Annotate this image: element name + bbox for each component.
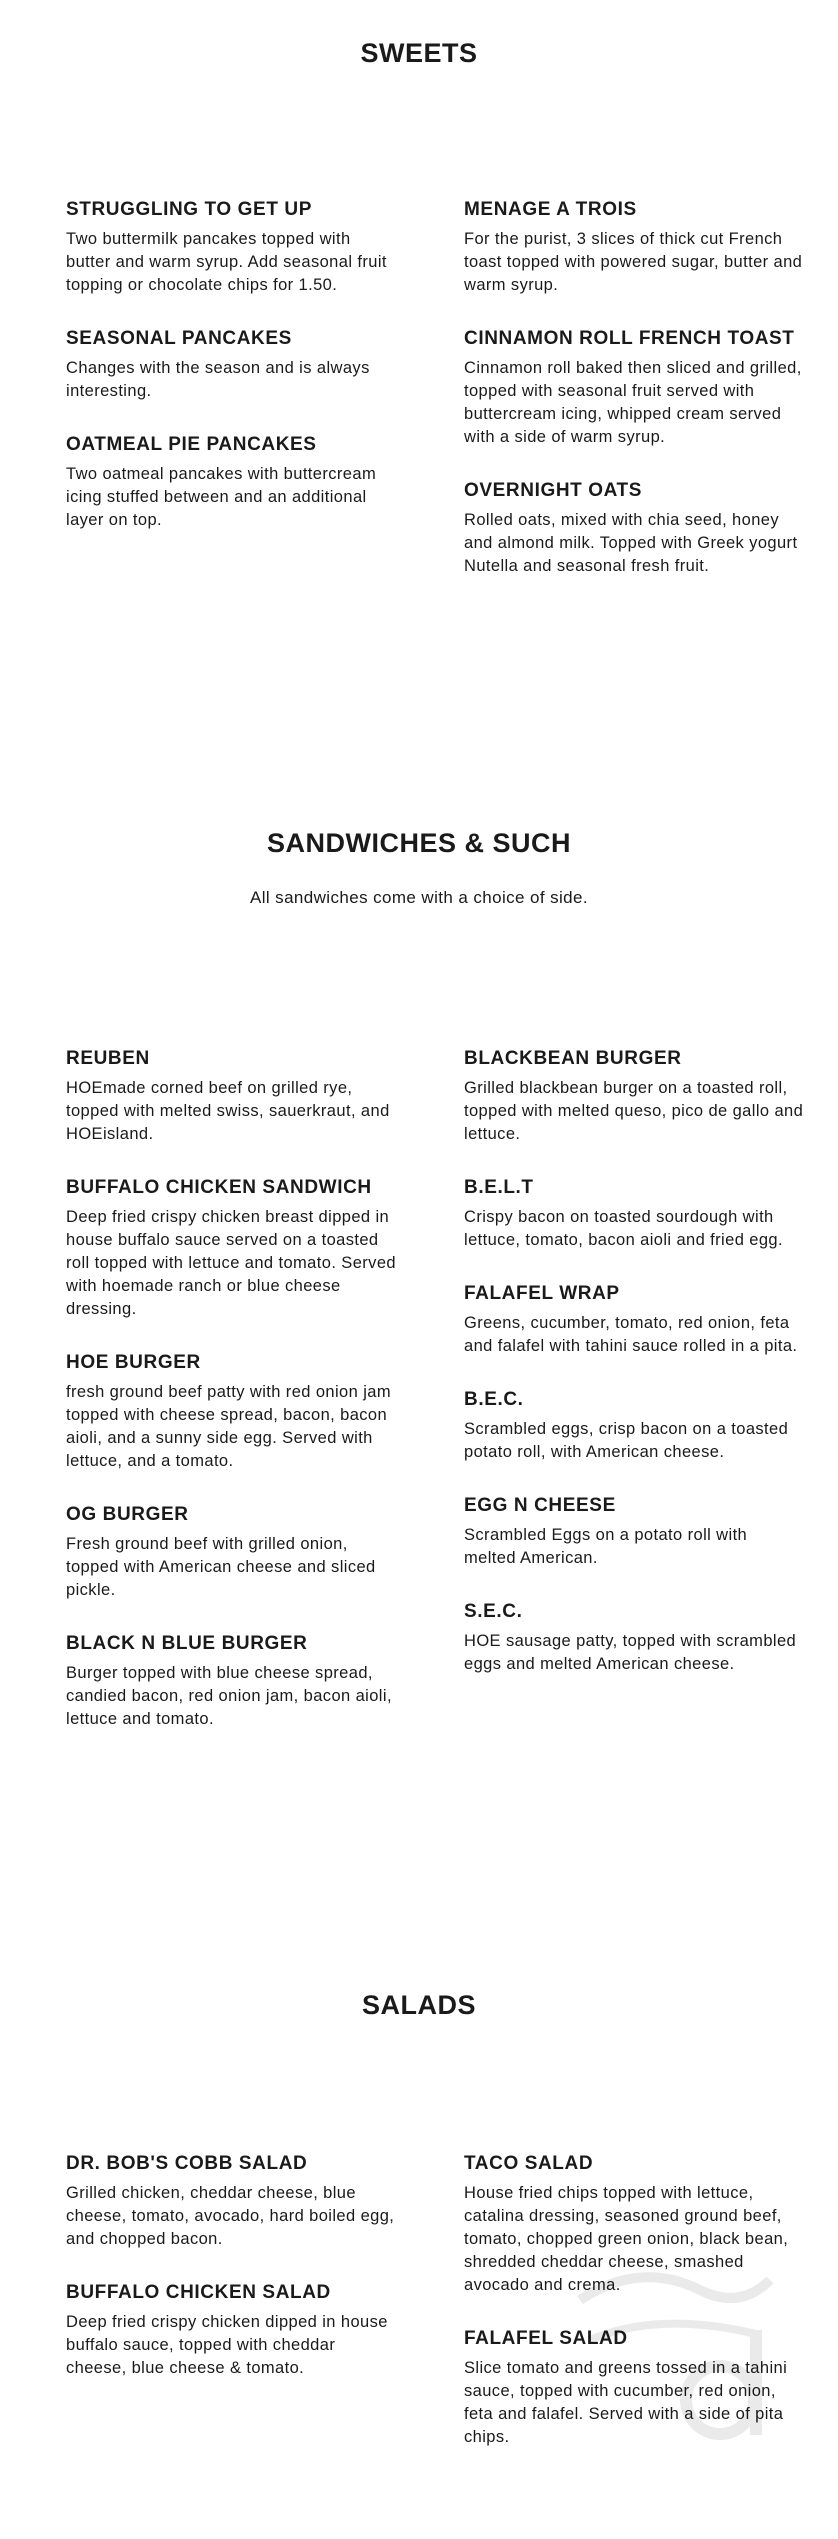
- menu-item-name: CINNAMON ROLL FRENCH TOAST: [464, 328, 795, 349]
- salads-right-column: [464, 2152, 804, 2479]
- menu-item: [66, 1047, 396, 1146]
- menu-item: [66, 1632, 396, 1731]
- menu-item-description: Two buttermilk pancakes topped with butter and warm syrup. Add seasonal fruit topping or chocolate chips for 1.50.: [66, 230, 387, 294]
- menu-item-name: DR. BOB'S COBB SALAD: [66, 2153, 308, 2174]
- menu-item-name: MENAGE A TROIS: [464, 199, 637, 220]
- menu-item-description: fresh ground beef patty with red onion jam topped with cheese spread, bacon, bacon aioli, and a sunny side egg. Served with lettuce, and a tomato.: [66, 1383, 391, 1470]
- menu-item-name: BUFFALO CHICKEN SALAD: [66, 2282, 331, 2303]
- menu-item-description: Slice tomato and greens tossed in a tahini sauce, topped with cucumber, red onion, feta and falafel. Served with a side of pita chips.: [464, 2359, 788, 2446]
- menu-item-name: EGG N CHEESE: [464, 1495, 616, 1516]
- section-title-salads: SALADS: [361, 1990, 476, 2020]
- menu-item-description: Two oatmeal pancakes with buttercream icing stuffed between and an additional layer on top.: [66, 465, 377, 529]
- menu-item-description: Deep fried crispy chicken dipped in house buffalo sauce, topped with cheddar cheese, blue cheese & tomato.: [66, 2313, 388, 2377]
- menu-item: [66, 1503, 396, 1602]
- sweets-left-column: [66, 198, 396, 562]
- menu-item: [464, 1176, 804, 1252]
- menu-item: [464, 198, 804, 297]
- menu-item-description: Grilled blackbean burger on a toasted roll, topped with melted queso, pico de gallo and lettuce.: [464, 1079, 804, 1143]
- menu-item: [66, 198, 396, 297]
- section-note: All sandwiches come with a choice of side.: [249, 888, 589, 907]
- menu-item-description: Crispy bacon on toasted sourdough with lettuce, tomato, bacon aioli and fried egg.: [464, 1208, 783, 1249]
- menu-item-name: OVERNIGHT OATS: [464, 480, 642, 501]
- menu-item: [464, 1388, 804, 1464]
- menu-item-name: FALAFEL SALAD: [464, 2328, 628, 2349]
- menu-item-description: Fresh ground beef with grilled onion, topped with American cheese and sliced pickle.: [66, 1535, 376, 1599]
- menu-item-name: SEASONAL PANCAKES: [66, 328, 292, 349]
- menu-item: [66, 1176, 396, 1321]
- menu-item: [66, 327, 396, 403]
- menu-item: [464, 2152, 804, 2297]
- menu-item-name: BLACKBEAN BURGER: [464, 1048, 682, 1069]
- menu-item-name: FALAFEL WRAP: [464, 1283, 620, 1304]
- menu-item: [66, 2152, 396, 2251]
- menu-item-description: For the purist, 3 slices of thick cut French toast topped with powered sugar, butter and warm syrup.: [464, 230, 803, 294]
- menu-item-description: Deep fried crispy chicken breast dipped in house buffalo sauce served on a toasted roll topped with lettuce and tomato. Served with hoemade ranch or blue cheese dressing.: [66, 1208, 396, 1318]
- sandwiches-left-column: [66, 1047, 396, 1761]
- menu-item-name: BLACK N BLUE BURGER: [66, 1633, 308, 1654]
- menu-item-description: Grilled chicken, cheddar cheese, blue cheese, tomato, avocado, hard boiled egg, and chopped bacon.: [66, 2184, 395, 2248]
- menu-item-description: House fried chips topped with lettuce, catalina dressing, seasoned ground beef, tomato, chopped green onion, black bean, shredded cheddar cheese, smashed avocado and crema.: [464, 2184, 789, 2294]
- menu-item: [464, 1282, 804, 1358]
- menu-item-description: HOEmade corned beef on grilled rye, topped with melted swiss, sauerkraut, and HOEisland.: [66, 1079, 390, 1143]
- menu-item: [464, 2327, 804, 2449]
- menu-item-description: Scrambled eggs, crisp bacon on a toasted potato roll, with American cheese.: [464, 1420, 789, 1461]
- menu-item-description: Greens, cucumber, tomato, red onion, feta and falafel with tahini sauce rolled in a pita.: [464, 1314, 798, 1355]
- section-title-sweets: SWEETS: [360, 38, 478, 68]
- sweets-right-column: [464, 198, 804, 608]
- menu-item: [66, 433, 396, 532]
- menu-item-name: S.E.C.: [464, 1601, 523, 1622]
- menu-item-name: HOE BURGER: [66, 1352, 201, 1373]
- menu-item: [66, 2281, 396, 2380]
- sandwiches-right-column: [464, 1047, 804, 1706]
- menu-item: [66, 1351, 396, 1473]
- menu-item: [464, 1494, 804, 1570]
- menu-item-description: Rolled oats, mixed with chia seed, honey and almond milk. Topped with Greek yogurt Nutella and seasonal fresh fruit.: [464, 511, 798, 575]
- menu-item: [464, 327, 804, 449]
- menu-item-name: B.E.L.T: [464, 1177, 534, 1198]
- menu-item: [464, 479, 804, 578]
- menu-item-name: STRUGGLING TO GET UP: [66, 199, 312, 220]
- menu-item-name: TACO SALAD: [464, 2153, 594, 2174]
- menu-item-name: OG BURGER: [66, 1504, 189, 1525]
- menu-item: [464, 1600, 804, 1676]
- menu-item-name: BUFFALO CHICKEN SANDWICH: [66, 1177, 372, 1198]
- menu-item-name: B.E.C.: [464, 1389, 524, 1410]
- menu-item-name: OATMEAL PIE PANCAKES: [66, 434, 317, 455]
- menu-item-description: Scrambled Eggs on a potato roll with melted American.: [464, 1526, 748, 1567]
- menu-item-name: REUBEN: [66, 1048, 150, 1069]
- menu-item-description: HOE sausage patty, topped with scrambled eggs and melted American cheese.: [464, 1632, 797, 1673]
- menu-item-description: Changes with the season and is always interesting.: [66, 359, 370, 400]
- menu-item-description: Burger topped with blue cheese spread, candied bacon, red onion jam, bacon aioli, lettuce and tomato.: [66, 1664, 392, 1728]
- menu-item: [464, 1047, 804, 1146]
- menu-item-description: Cinnamon roll baked then sliced and grilled, topped with seasonal fruit served with buttercream icing, whipped cream served with a side of warm syrup.: [464, 359, 802, 446]
- section-title-sandwiches: SANDWICHES & SUCH: [266, 828, 571, 858]
- salads-left-column: [66, 2152, 396, 2410]
